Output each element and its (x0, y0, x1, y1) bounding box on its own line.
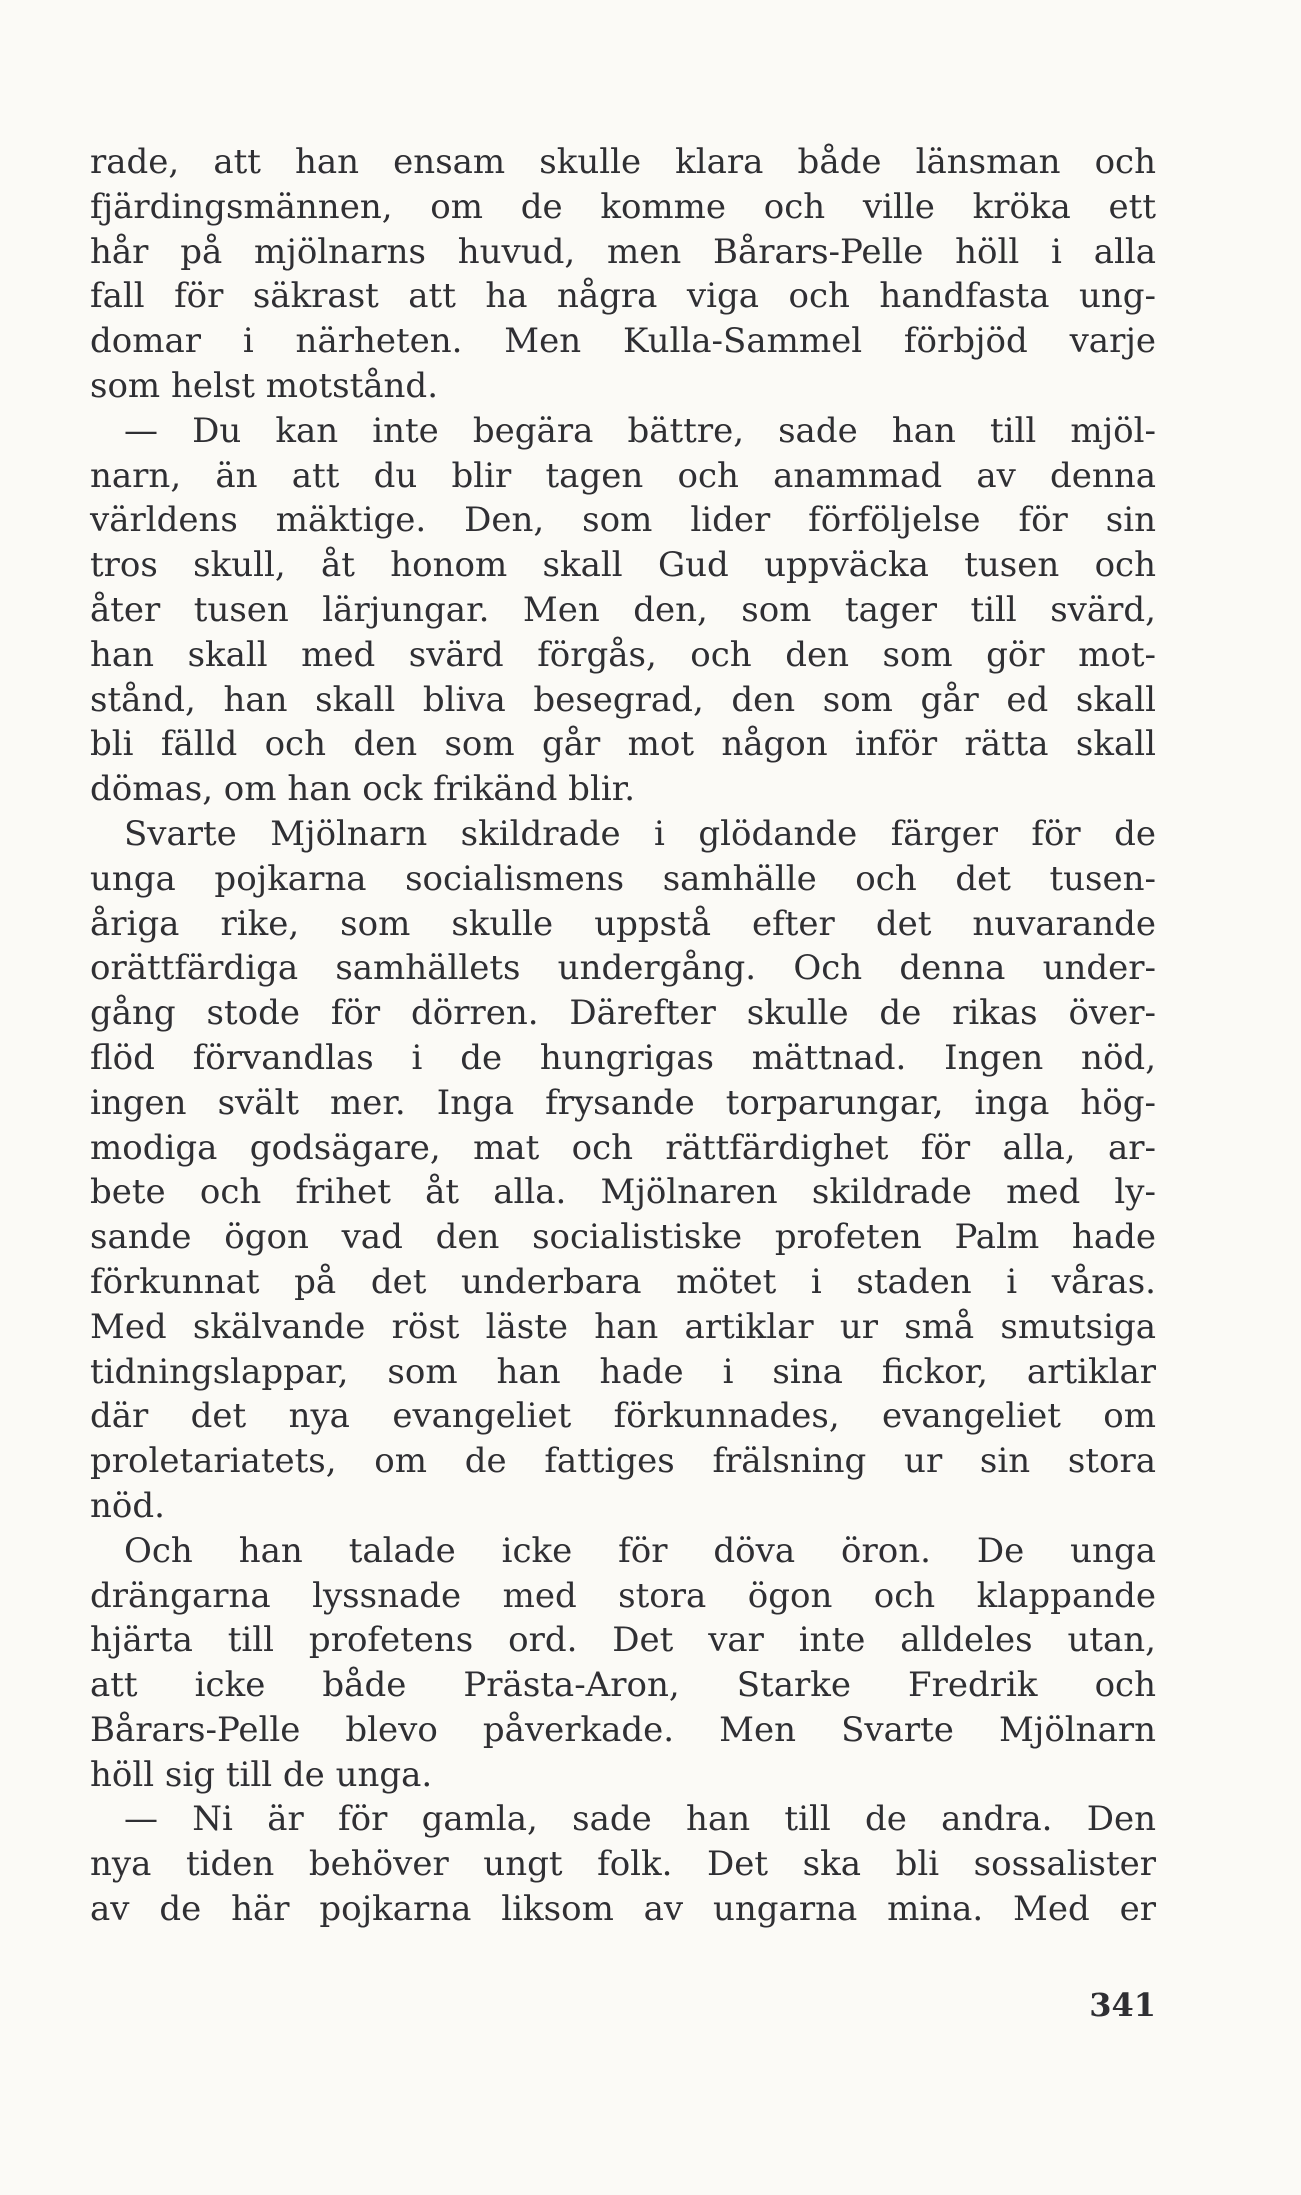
text-line: proletariatets, om de fattiges frälsning ur sin stora (90, 1441, 1156, 1482)
text-line: tidningslappar, som han hade i sina fickor, artiklar (90, 1351, 1156, 1392)
text-line: nöd. (90, 1485, 165, 1526)
text-line: av de här pojkarna liksom av ungarna mina. Med er (90, 1889, 1156, 1930)
text-line: — Ni är för gamla, sade han till de andra. Den (124, 1799, 1156, 1840)
text-line: där det nya evangeliet förkunnades, evangeliet om (90, 1396, 1156, 1437)
text-line: höll sig till de unga. (90, 1754, 433, 1795)
text-line: åter tusen lärjungar. Men den, som tager till svärd, (90, 589, 1156, 630)
text-line: rade, att han ensam skulle klara både länsman och (90, 142, 1156, 182)
text-line: hår på mjölnarns huvud, men Bårars-Pelle höll i alla (90, 231, 1156, 272)
body-text (90, 140, 1156, 1932)
text-line: tros skull, åt honom skall Gud uppväcka tusen och (90, 545, 1156, 586)
text-line: åriga rike, som skulle uppstå efter det nuvarande (90, 903, 1156, 944)
text-line: drängarna lyssnade med stora ögon och klappande (90, 1575, 1156, 1616)
text-line: unga pojkarna socialismens samhälle och det tusen- (90, 858, 1156, 899)
text-line: att icke både Prästa-Aron, Starke Fredrik och (90, 1665, 1156, 1706)
page-number: 341 (1089, 1986, 1156, 2024)
text-line: hjärta till profetens ord. Det var inte alldeles utan, (90, 1620, 1156, 1661)
text-line: nya tiden behöver ungt folk. Det ska bli sossalister (90, 1844, 1156, 1885)
text-line: bli fälld och den som går mot någon inför rätta skall (90, 724, 1156, 765)
text-line: Bårars-Pelle blevo påverkade. Men Svarte Mjölnarn (90, 1709, 1156, 1750)
text-line: världens mäktige. Den, som lider förföljelse för sin (90, 500, 1156, 541)
text-line: narn, än att du blir tagen och anammad av denna (90, 455, 1156, 496)
text-line: flöd förvandlas i de hungrigas mättnad. Ingen nöd, (90, 1037, 1156, 1078)
text-line: — Du kan inte begära bättre, sade han till mjöl- (124, 410, 1156, 451)
text-line: fall för säkrast att ha några viga och handfasta ung- (90, 276, 1156, 317)
text-line: ingen svält mer. Inga frysande torparungar, inga hög- (90, 1082, 1156, 1123)
text-line: dömas, om han ock frikänd blir. (90, 769, 636, 810)
text-line: han skall med svärd förgås, och den som gör mot- (90, 634, 1156, 675)
text-line: som helst motstånd. (90, 365, 439, 406)
text-line: stånd, han skall bliva besegrad, den som går ed skall (90, 679, 1156, 720)
text-line: gång stode för dörren. Därefter skulle de rikas över- (90, 993, 1156, 1034)
text-line: Svarte Mjölnarn skildrade i glödande färger för de (124, 813, 1156, 854)
text-line: modiga godsägare, mat och rättfärdighet för alla, ar- (90, 1127, 1156, 1168)
text-line: domar i närheten. Men Kulla-Sammel förbjöd varje (90, 321, 1156, 362)
text-line: förkunnat på det underbara mötet i staden i våras. (90, 1261, 1156, 1302)
text-line: Och han talade icke för döva öron. De unga (124, 1530, 1156, 1571)
text-line: sande ögon vad den socialistiske profeten Palm hade (90, 1217, 1156, 1258)
text-line: orättfärdiga samhällets undergång. Och denna under- (90, 948, 1156, 989)
text-line: fjärdingsmännen, om de komme och ville kröka ett (90, 186, 1156, 227)
text-line: Med skälvande röst läste han artiklar ur små smutsiga (90, 1306, 1156, 1347)
text-line: bete och frihet åt alla. Mjölnaren skildrade med ly- (90, 1172, 1156, 1213)
